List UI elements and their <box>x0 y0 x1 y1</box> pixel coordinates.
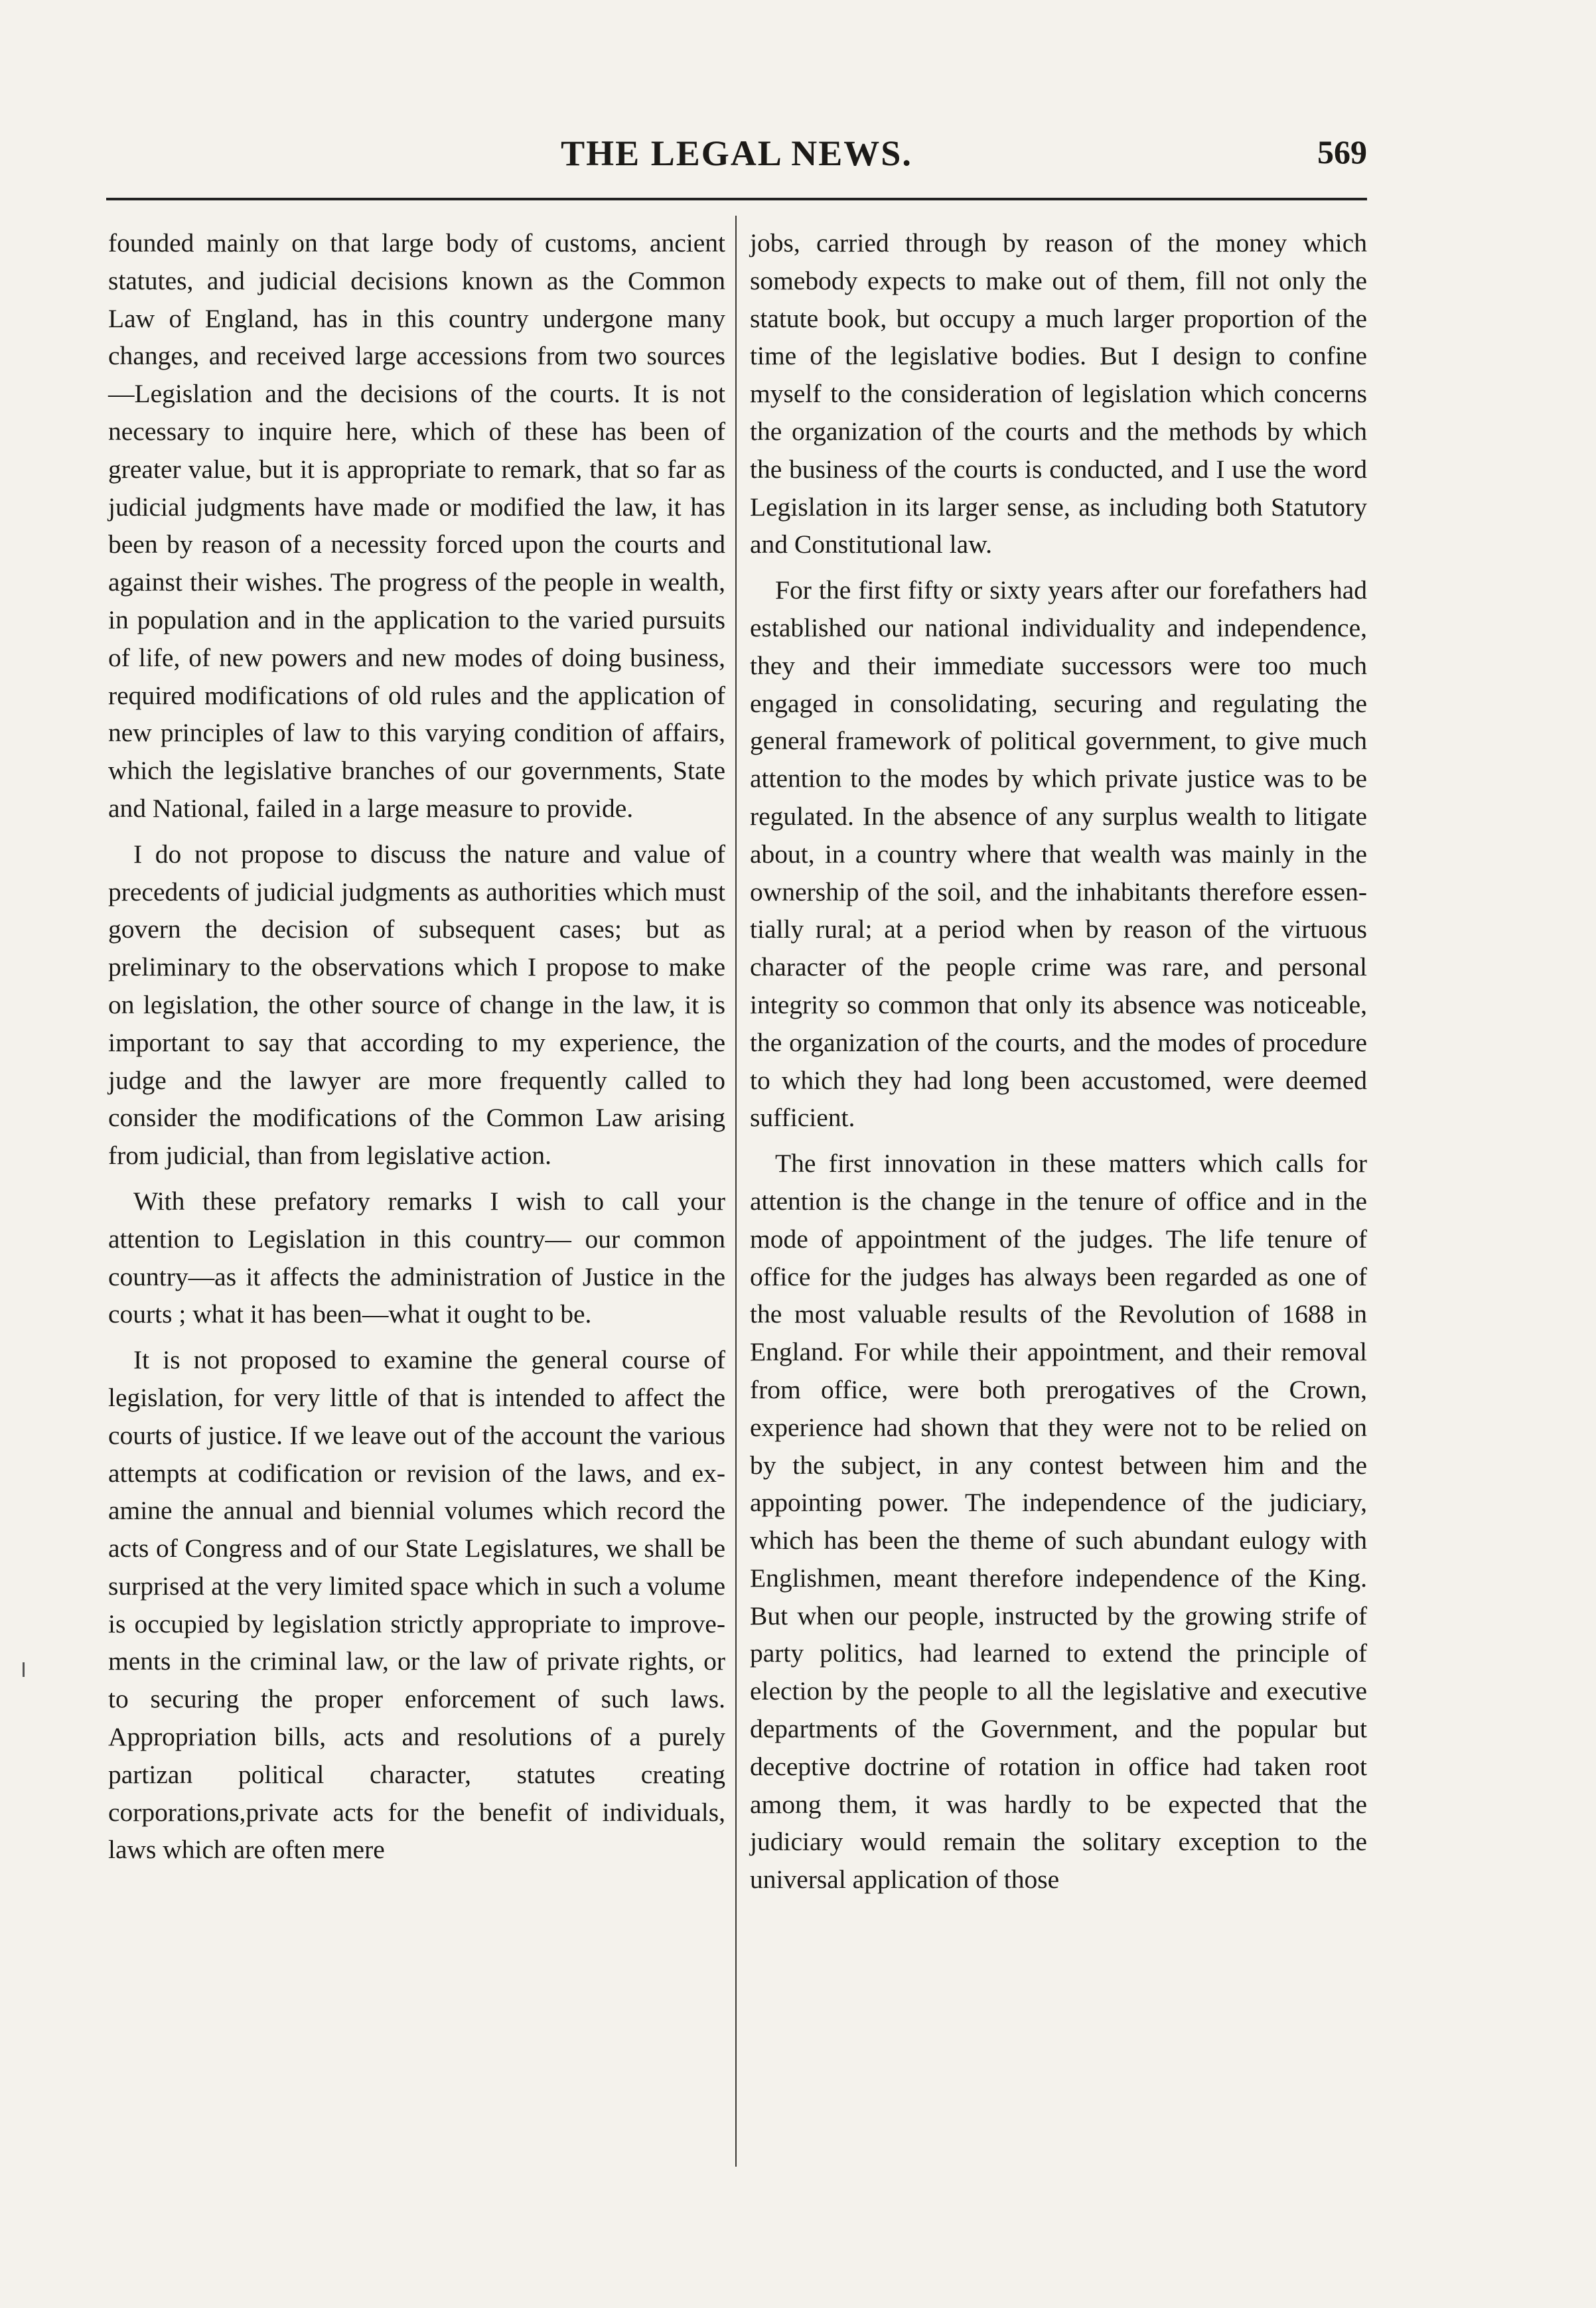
paragraph: It is not proposed to examine the general course of legislation, for very little of that is intended to affect the courts of justice. If we leave out of the account the various attempts at codification or revision of the laws, and examine the annual and biennial volumes which record the acts of Congress and of our State Legislatures, we shall be surprised at the very limited space which in such a volume is occupied by legislation strictly appropriate to improvements in the criminal law, or the law of private rights, or to securing the proper enforcement of such laws. Appropriation bills, acts and resolutions of a purely partizan political character, statutes creating corporations,private acts for the benefit of individuals, laws which are often mere <box>108 1345 725 1865</box>
paragraph: founded mainly on that large body of customs, ancient statutes, and judicial decisions known as the Common Law of England, has in this country undergone many changes, and received large accessions from two sources—Legislation and the decisions of the courts. It is not necessary to inquire here, which of these has been of greater value, but it is appropriate to remark, that so far as judicial judgments have made or modified the law, it has been by reason of a necessity forced upon the courts and against their wishes. The progress of the people in wealth, in population and in the application to the varied pursuits of life, of new powers and new modes of doing business, required modifications of old rules and the application of new principles of law to this varying condition of affairs, which the legislative branches of our governments, State and National, failed in a large measure to provide. <box>108 228 725 823</box>
paragraph: With these prefatory remarks I wish to call your attention to Legislation in this country— our common country—as it affects the administration of Justice in the courts ; what it has been—what it ought to be. <box>108 1186 725 1329</box>
paragraph: I do not propose to discuss the nature and value of precedents of judicial judgments as authorities which must govern the decision of subsequent cases; but as preliminary to the observations which I propose to make on legislation, the other source of change in the law, it is important to say that according to my experience, the judge and the lawyer are more frequently called to consider the modifications of the Common Law arising from judicial, than from legislative action. <box>108 839 725 1171</box>
right-column <box>750 224 1367 1907</box>
left-column <box>108 224 725 1877</box>
column-divider <box>735 216 737 2167</box>
paragraph: For the first fifty or sixty years after our forefathers had established our national individuality and independence, they and their immediate successors were too much engaged in consolidating, securing and regulating the general framework of political government, to give much attention to the modes by which private justice was to be regulated. In the absence of any surplus wealth to litigate about, in a country where that wealth was mainly in the ownership of the soil, and the inhabitants therefore essentially rural; at a period when by reason of the virtuous character of the people crime was rare, and personal integrity so common that only its absence was noticeable, the organization of the courts, and the modes of procedure to which they had long been accustomed, were deemed sufficient. <box>750 575 1367 1133</box>
page-header <box>106 126 1367 186</box>
paragraph: jobs, carried through by reason of the money which somebody expects to make out of them, fill not only the statute book, but occupy a much larger proportion of the time of the legislative bodies. But I design to confine myself to the consideration of legislation which concerns the organization of the courts and the methods by which the business of the courts is conducted, and I use the word Legislation in its larger sense, as including both Statutory and Constitutional law. <box>750 228 1367 559</box>
margin-mark <box>23 1662 25 1677</box>
paragraph: The first innovation in these matters which calls for attention is the change in the tenure of office and in the mode of appointment of the judges. The life tenure of office for the judges has always been regarded as one of the most valuable results of the Revolution of 1688 in England. For while their appointment, and their removal from office, were both prerogatives of the Crown, experience had shown that they were not to be relied on by the subject, in any contest between him and the appointing power. The independence of the judiciary, which has been the theme of such abundant eulogy with Englishmen, meant therefore independence of the King. But when our people, instructed by the growing strife of party politics, had learned to extend the principle of election by the people to all the legislative and executive departments of the Government, and the popular but deceptive doctrine of rotation in office had taken root among them, it was hardly to be expected that the judiciary would remain the solitary exception to the universal application of those <box>750 1149 1367 1895</box>
page-number: 569 <box>1317 133 1367 171</box>
running-title: THE LEGAL NEWS. <box>561 133 912 173</box>
header-rule <box>106 198 1367 200</box>
